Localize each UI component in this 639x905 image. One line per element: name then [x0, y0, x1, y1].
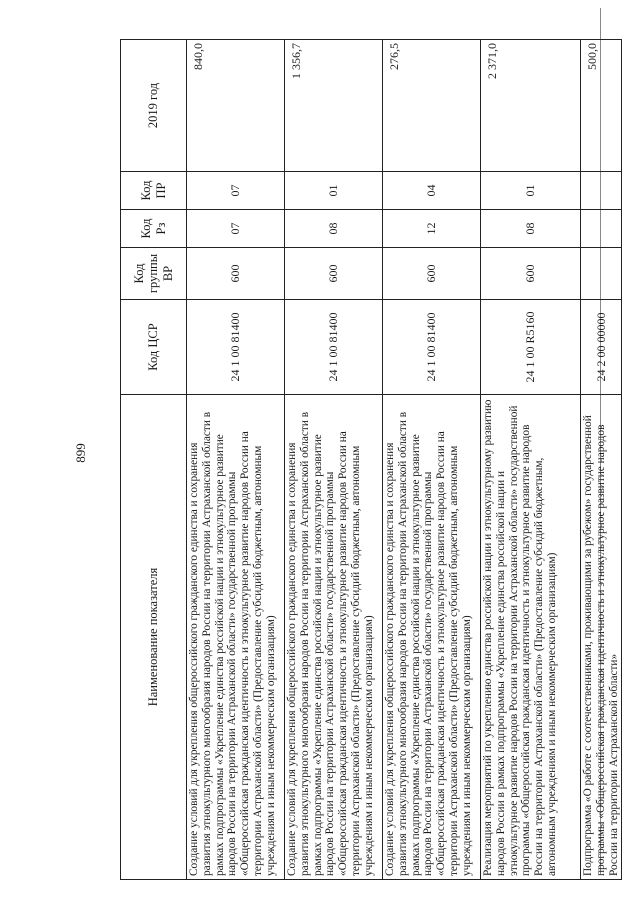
row-rz: 08 — [285, 210, 383, 248]
row-pr: 04 — [383, 172, 481, 210]
table-row — [581, 40, 622, 880]
row-csr: 24 2 00 00000 — [581, 300, 622, 395]
row-vr — [581, 248, 622, 300]
header-vr: Код группы ВР — [121, 248, 187, 300]
header-rz: Код Рз — [121, 210, 187, 248]
row-amount: 2 371,0 — [481, 40, 581, 172]
row-name: Подпрограмма «О работе с соотечественниками, проживающими за рубежом» государственной программы «Общероссийская гражданская идентичность и этнокультурное развитие народов России на территории Астраханской области» — [581, 395, 622, 880]
row-rz: 07 — [187, 210, 285, 248]
row-pr: 07 — [187, 172, 285, 210]
row-vr: 600 — [187, 248, 285, 300]
page-number: 899 — [73, 443, 88, 463]
row-csr: 24 1 00 R5160 — [481, 300, 581, 395]
rotated-table-wrapper — [120, 40, 620, 880]
row-csr: 24 1 00 81400 — [383, 300, 481, 395]
header-csr: Код ЦСР — [121, 300, 187, 395]
row-vr: 600 — [481, 248, 581, 300]
row-amount: 500,0 — [581, 40, 622, 172]
row-vr: 600 — [383, 248, 481, 300]
row-vr: 600 — [285, 248, 383, 300]
table-row — [187, 40, 285, 880]
row-rz: 12 — [383, 210, 481, 248]
row-csr: 24 1 00 81400 — [285, 300, 383, 395]
table-header-row — [121, 40, 187, 880]
row-pr: 01 — [285, 172, 383, 210]
header-name: Наименование показателя — [121, 395, 187, 880]
row-name: Создание условий для укрепления общероссийского гражданского единства и сохранения развития этнокультурного многообразия народов России на территории Астраханской области в рамках подпрограммы «Укрепление единства российской нации и этнокультурное развитие народов России на территории Астраханской области» государственной программы «Общероссийская гражданская идентичность и этнокультурное развитие народов России на территории Астраханской области» (Предоставление субсидий бюджетным, автономным учреждениям и иным некоммерческим организациям) — [285, 395, 383, 880]
row-rz — [581, 210, 622, 248]
header-amount: 2019 год — [121, 40, 187, 172]
row-rz: 08 — [481, 210, 581, 248]
budget-table — [120, 39, 622, 880]
row-csr: 24 1 00 81400 — [187, 300, 285, 395]
row-amount: 840,0 — [187, 40, 285, 172]
row-pr: 01 — [481, 172, 581, 210]
row-pr — [581, 172, 622, 210]
table-row — [383, 40, 481, 880]
row-name: Создание условий для укрепления общероссийского гражданского единства и сохранения развития этнокультурного многообразия народов России на территории Астраханской области в рамках подпрограммы «Укрепление единства российской нации и этнокультурное развитие народов России на территории Астраханской области» государственной программы «Общероссийская гражданская идентичность и этнокультурное развитие народов России на территории Астраханской области» (Предоставление субсидий бюджетным, автономным учреждениям и иным некоммерческим организациям) — [383, 395, 481, 880]
row-name: Реализация мероприятий по укреплению единства российской нации и этнокультурному развитию народов России в рамках подпрограммы «Укрепление единства российской нации и этнокультурное развитие народов России на территории Астраханской области» государственной программы «Общероссийская гражданская идентичность и этнокультурное развитие народов России на территории Астраханской области» (Предоставление субсидий бюджетным, автономным учреждениям и иным некоммерческим организациям) — [481, 395, 581, 880]
row-amount: 276,5 — [383, 40, 481, 172]
header-pr: Код ПР — [121, 172, 187, 210]
table-row — [481, 40, 581, 880]
row-amount: 1 356,7 — [285, 40, 383, 172]
table-row — [285, 40, 383, 880]
row-name: Создание условий для укрепления общероссийского гражданского единства и сохранения развития этнокультурного многообразия народов России на территории Астраханской области в рамках подпрограммы «Укрепление единства российской нации и этнокультурное развитие народов России на территории Астраханской области» государственной программы «Общероссийская гражданская идентичность и этнокультурное развитие народов России на территории Астраханской области» (Предоставление субсидий бюджетным, автономным учреждениям и иным некоммерческим организациям) — [187, 395, 285, 880]
